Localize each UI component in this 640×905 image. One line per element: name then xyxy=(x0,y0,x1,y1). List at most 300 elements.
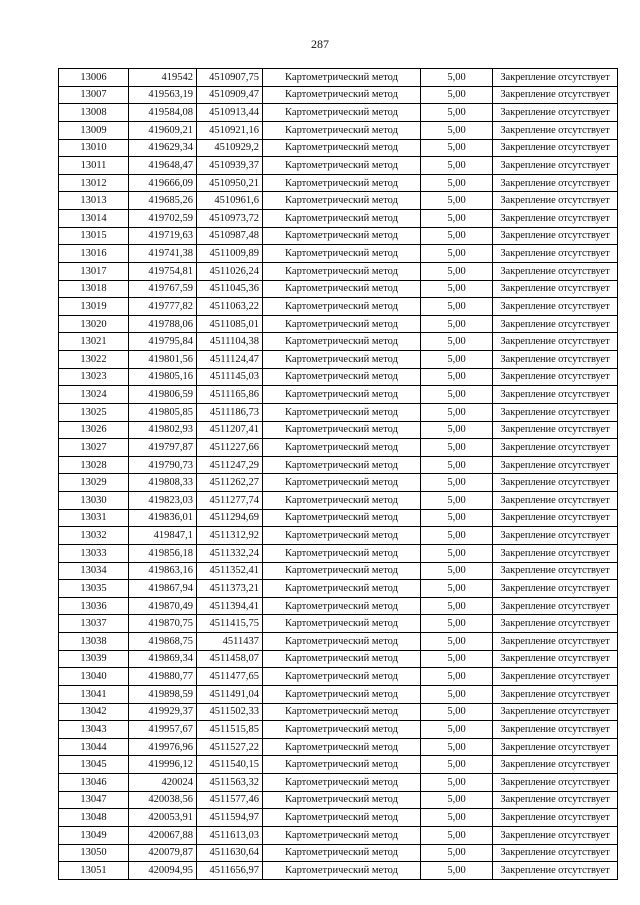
fixing-cell: Закрепление отсутствует xyxy=(493,844,618,862)
table-row xyxy=(59,315,618,333)
fixing-cell: Закрепление отсутствует xyxy=(493,544,618,562)
table-row xyxy=(59,527,618,545)
accuracy-cell: 5,00 xyxy=(421,703,493,721)
fixing-cell: Закрепление отсутствует xyxy=(493,615,618,633)
x-coordinate-cell: 419685,26 xyxy=(129,192,197,210)
y-coordinate-cell: 4510907,75 xyxy=(197,69,263,87)
x-coordinate-cell: 419976,96 xyxy=(129,738,197,756)
x-coordinate-cell: 420079,87 xyxy=(129,844,197,862)
method-cell: Картометрический метод xyxy=(263,562,421,580)
fixing-cell: Закрепление отсутствует xyxy=(493,703,618,721)
accuracy-cell: 5,00 xyxy=(421,791,493,809)
y-coordinate-cell: 4510909,47 xyxy=(197,86,263,104)
point-number-cell: 13042 xyxy=(59,703,129,721)
method-cell: Картометрический метод xyxy=(263,368,421,386)
accuracy-cell: 5,00 xyxy=(421,721,493,739)
y-coordinate-cell: 4511294,69 xyxy=(197,509,263,527)
x-coordinate-cell: 419870,75 xyxy=(129,615,197,633)
y-coordinate-cell: 4511540,15 xyxy=(197,756,263,774)
x-coordinate-cell: 419719,63 xyxy=(129,227,197,245)
x-coordinate-cell: 419869,34 xyxy=(129,650,197,668)
x-coordinate-cell: 419856,18 xyxy=(129,544,197,562)
point-number-cell: 13010 xyxy=(59,139,129,157)
y-coordinate-cell: 4511373,21 xyxy=(197,580,263,598)
method-cell: Картометрический метод xyxy=(263,192,421,210)
y-coordinate-cell: 4511477,65 xyxy=(197,668,263,686)
table-row xyxy=(59,862,618,880)
x-coordinate-cell: 419563,19 xyxy=(129,86,197,104)
y-coordinate-cell: 4510929,2 xyxy=(197,139,263,157)
table-row xyxy=(59,738,618,756)
y-coordinate-cell: 4511124,47 xyxy=(197,351,263,369)
accuracy-cell: 5,00 xyxy=(421,685,493,703)
point-number-cell: 13020 xyxy=(59,315,129,333)
y-coordinate-cell: 4511656,97 xyxy=(197,862,263,880)
table-row xyxy=(59,509,618,527)
table-row xyxy=(59,262,618,280)
fixing-cell: Закрепление отсутствует xyxy=(493,597,618,615)
method-cell: Картометрический метод xyxy=(263,527,421,545)
table-row xyxy=(59,826,618,844)
method-cell: Картометрический метод xyxy=(263,826,421,844)
point-number-cell: 13009 xyxy=(59,121,129,139)
table-row xyxy=(59,174,618,192)
accuracy-cell: 5,00 xyxy=(421,738,493,756)
x-coordinate-cell: 419666,09 xyxy=(129,174,197,192)
x-coordinate-cell: 419806,59 xyxy=(129,386,197,404)
table-row xyxy=(59,192,618,210)
accuracy-cell: 5,00 xyxy=(421,862,493,880)
x-coordinate-cell: 419788,06 xyxy=(129,315,197,333)
point-number-cell: 13014 xyxy=(59,210,129,228)
table-row xyxy=(59,104,618,122)
method-cell: Картометрический метод xyxy=(263,738,421,756)
table-row xyxy=(59,245,618,263)
x-coordinate-cell: 420067,88 xyxy=(129,826,197,844)
table-row xyxy=(59,439,618,457)
fixing-cell: Закрепление отсутствует xyxy=(493,368,618,386)
accuracy-cell: 5,00 xyxy=(421,139,493,157)
fixing-cell: Закрепление отсутствует xyxy=(493,862,618,880)
table-row xyxy=(59,368,618,386)
accuracy-cell: 5,00 xyxy=(421,403,493,421)
point-number-cell: 13022 xyxy=(59,351,129,369)
fixing-cell: Закрепление отсутствует xyxy=(493,174,618,192)
method-cell: Картометрический метод xyxy=(263,386,421,404)
method-cell: Картометрический метод xyxy=(263,298,421,316)
method-cell: Картометрический метод xyxy=(263,439,421,457)
x-coordinate-cell: 420094,95 xyxy=(129,862,197,880)
table-row xyxy=(59,562,618,580)
method-cell: Картометрический метод xyxy=(263,615,421,633)
point-number-cell: 13011 xyxy=(59,157,129,175)
table-row xyxy=(59,844,618,862)
accuracy-cell: 5,00 xyxy=(421,456,493,474)
method-cell: Картометрический метод xyxy=(263,474,421,492)
x-coordinate-cell: 420053,91 xyxy=(129,809,197,827)
table-row xyxy=(59,774,618,792)
fixing-cell: Закрепление отсутствует xyxy=(493,509,618,527)
fixing-cell: Закрепление отсутствует xyxy=(493,121,618,139)
y-coordinate-cell: 4511186,73 xyxy=(197,403,263,421)
method-cell: Картометрический метод xyxy=(263,210,421,228)
x-coordinate-cell: 419777,82 xyxy=(129,298,197,316)
method-cell: Картометрический метод xyxy=(263,633,421,651)
accuracy-cell: 5,00 xyxy=(421,439,493,457)
accuracy-cell: 5,00 xyxy=(421,386,493,404)
point-number-cell: 13050 xyxy=(59,844,129,862)
fixing-cell: Закрепление отсутствует xyxy=(493,756,618,774)
fixing-cell: Закрепление отсутствует xyxy=(493,139,618,157)
table-row xyxy=(59,86,618,104)
point-number-cell: 13029 xyxy=(59,474,129,492)
accuracy-cell: 5,00 xyxy=(421,104,493,122)
fixing-cell: Закрепление отсутствует xyxy=(493,298,618,316)
point-number-cell: 13051 xyxy=(59,862,129,880)
table-row xyxy=(59,721,618,739)
fixing-cell: Закрепление отсутствует xyxy=(493,333,618,351)
y-coordinate-cell: 4511262,27 xyxy=(197,474,263,492)
point-number-cell: 13034 xyxy=(59,562,129,580)
table-row xyxy=(59,668,618,686)
accuracy-cell: 5,00 xyxy=(421,756,493,774)
point-number-cell: 13038 xyxy=(59,633,129,651)
y-coordinate-cell: 4511630,64 xyxy=(197,844,263,862)
accuracy-cell: 5,00 xyxy=(421,210,493,228)
method-cell: Картометрический метод xyxy=(263,492,421,510)
method-cell: Картометрический метод xyxy=(263,104,421,122)
point-number-cell: 13028 xyxy=(59,456,129,474)
point-number-cell: 13041 xyxy=(59,685,129,703)
fixing-cell: Закрепление отсутствует xyxy=(493,439,618,457)
accuracy-cell: 5,00 xyxy=(421,615,493,633)
accuracy-cell: 5,00 xyxy=(421,562,493,580)
y-coordinate-cell: 4511085,01 xyxy=(197,315,263,333)
y-coordinate-cell: 4511563,32 xyxy=(197,774,263,792)
accuracy-cell: 5,00 xyxy=(421,86,493,104)
table-row xyxy=(59,685,618,703)
x-coordinate-cell: 419795,84 xyxy=(129,333,197,351)
x-coordinate-cell: 419870,49 xyxy=(129,597,197,615)
table-row xyxy=(59,403,618,421)
method-cell: Картометрический метод xyxy=(263,668,421,686)
x-coordinate-cell: 419957,67 xyxy=(129,721,197,739)
y-coordinate-cell: 4511009,89 xyxy=(197,245,263,263)
accuracy-cell: 5,00 xyxy=(421,69,493,87)
y-coordinate-cell: 4510987,48 xyxy=(197,227,263,245)
accuracy-cell: 5,00 xyxy=(421,368,493,386)
y-coordinate-cell: 4511104,38 xyxy=(197,333,263,351)
y-coordinate-cell: 4511613,03 xyxy=(197,826,263,844)
x-coordinate-cell: 419847,1 xyxy=(129,527,197,545)
y-coordinate-cell: 4511352,41 xyxy=(197,562,263,580)
table-row xyxy=(59,333,618,351)
method-cell: Картометрический метод xyxy=(263,756,421,774)
fixing-cell: Закрепление отсутствует xyxy=(493,685,618,703)
point-number-cell: 13030 xyxy=(59,492,129,510)
method-cell: Картометрический метод xyxy=(263,86,421,104)
accuracy-cell: 5,00 xyxy=(421,245,493,263)
fixing-cell: Закрепление отсутствует xyxy=(493,580,618,598)
fixing-cell: Закрепление отсутствует xyxy=(493,791,618,809)
point-number-cell: 13048 xyxy=(59,809,129,827)
x-coordinate-cell: 419702,59 xyxy=(129,210,197,228)
table-row xyxy=(59,139,618,157)
point-number-cell: 13046 xyxy=(59,774,129,792)
x-coordinate-cell: 419790,73 xyxy=(129,456,197,474)
method-cell: Картометрический метод xyxy=(263,597,421,615)
point-number-cell: 13040 xyxy=(59,668,129,686)
accuracy-cell: 5,00 xyxy=(421,650,493,668)
accuracy-cell: 5,00 xyxy=(421,157,493,175)
accuracy-cell: 5,00 xyxy=(421,492,493,510)
table-row xyxy=(59,492,618,510)
method-cell: Картометрический метод xyxy=(263,351,421,369)
table-row xyxy=(59,351,618,369)
point-number-cell: 13016 xyxy=(59,245,129,263)
x-coordinate-cell: 419863,16 xyxy=(129,562,197,580)
method-cell: Картометрический метод xyxy=(263,862,421,880)
accuracy-cell: 5,00 xyxy=(421,227,493,245)
method-cell: Картометрический метод xyxy=(263,580,421,598)
method-cell: Картометрический метод xyxy=(263,157,421,175)
point-number-cell: 13021 xyxy=(59,333,129,351)
accuracy-cell: 5,00 xyxy=(421,580,493,598)
accuracy-cell: 5,00 xyxy=(421,474,493,492)
method-cell: Картометрический метод xyxy=(263,69,421,87)
fixing-cell: Закрепление отсутствует xyxy=(493,633,618,651)
accuracy-cell: 5,00 xyxy=(421,333,493,351)
x-coordinate-cell: 419801,56 xyxy=(129,351,197,369)
point-number-cell: 13018 xyxy=(59,280,129,298)
table-row xyxy=(59,298,618,316)
fixing-cell: Закрепление отсутствует xyxy=(493,668,618,686)
method-cell: Картометрический метод xyxy=(263,227,421,245)
accuracy-cell: 5,00 xyxy=(421,668,493,686)
point-number-cell: 13037 xyxy=(59,615,129,633)
y-coordinate-cell: 4511415,75 xyxy=(197,615,263,633)
table-row xyxy=(59,421,618,439)
y-coordinate-cell: 4511491,04 xyxy=(197,685,263,703)
fixing-cell: Закрепление отсутствует xyxy=(493,721,618,739)
method-cell: Картометрический метод xyxy=(263,315,421,333)
accuracy-cell: 5,00 xyxy=(421,544,493,562)
x-coordinate-cell: 420038,56 xyxy=(129,791,197,809)
point-number-cell: 13019 xyxy=(59,298,129,316)
page-number: 287 xyxy=(311,37,329,51)
y-coordinate-cell: 4511502,33 xyxy=(197,703,263,721)
accuracy-cell: 5,00 xyxy=(421,633,493,651)
point-number-cell: 13013 xyxy=(59,192,129,210)
method-cell: Картометрический метод xyxy=(263,262,421,280)
x-coordinate-cell: 419867,94 xyxy=(129,580,197,598)
x-coordinate-cell: 419805,16 xyxy=(129,368,197,386)
x-coordinate-cell: 420024 xyxy=(129,774,197,792)
fixing-cell: Закрепление отсутствует xyxy=(493,421,618,439)
y-coordinate-cell: 4510939,37 xyxy=(197,157,263,175)
table-row xyxy=(59,544,618,562)
y-coordinate-cell: 4511437 xyxy=(197,633,263,651)
method-cell: Картометрический метод xyxy=(263,121,421,139)
accuracy-cell: 5,00 xyxy=(421,527,493,545)
table-row xyxy=(59,227,618,245)
table-row xyxy=(59,650,618,668)
fixing-cell: Закрепление отсутствует xyxy=(493,315,618,333)
table-row xyxy=(59,280,618,298)
fixing-cell: Закрепление отсутствует xyxy=(493,69,618,87)
point-number-cell: 13031 xyxy=(59,509,129,527)
table-row xyxy=(59,69,618,87)
table-row xyxy=(59,386,618,404)
y-coordinate-cell: 4511594,97 xyxy=(197,809,263,827)
coordinates-table-body xyxy=(59,69,618,880)
x-coordinate-cell: 419584,08 xyxy=(129,104,197,122)
x-coordinate-cell: 419767,59 xyxy=(129,280,197,298)
accuracy-cell: 5,00 xyxy=(421,298,493,316)
fixing-cell: Закрепление отсутствует xyxy=(493,562,618,580)
point-number-cell: 13023 xyxy=(59,368,129,386)
accuracy-cell: 5,00 xyxy=(421,121,493,139)
table-row xyxy=(59,633,618,651)
accuracy-cell: 5,00 xyxy=(421,421,493,439)
table-row xyxy=(59,474,618,492)
table-row xyxy=(59,703,618,721)
accuracy-cell: 5,00 xyxy=(421,351,493,369)
table-row xyxy=(59,597,618,615)
point-number-cell: 13026 xyxy=(59,421,129,439)
fixing-cell: Закрепление отсутствует xyxy=(493,280,618,298)
method-cell: Картометрический метод xyxy=(263,245,421,263)
accuracy-cell: 5,00 xyxy=(421,280,493,298)
fixing-cell: Закрепление отсутствует xyxy=(493,262,618,280)
method-cell: Картометрический метод xyxy=(263,703,421,721)
fixing-cell: Закрепление отсутствует xyxy=(493,351,618,369)
y-coordinate-cell: 4511045,36 xyxy=(197,280,263,298)
method-cell: Картометрический метод xyxy=(263,721,421,739)
point-number-cell: 13012 xyxy=(59,174,129,192)
y-coordinate-cell: 4511026,24 xyxy=(197,262,263,280)
point-number-cell: 13043 xyxy=(59,721,129,739)
point-number-cell: 13036 xyxy=(59,597,129,615)
table-row xyxy=(59,580,618,598)
y-coordinate-cell: 4510973,72 xyxy=(197,210,263,228)
point-number-cell: 13017 xyxy=(59,262,129,280)
point-number-cell: 13047 xyxy=(59,791,129,809)
x-coordinate-cell: 419797,87 xyxy=(129,439,197,457)
point-number-cell: 13045 xyxy=(59,756,129,774)
table-row xyxy=(59,791,618,809)
fixing-cell: Закрепление отсутствует xyxy=(493,774,618,792)
x-coordinate-cell: 419868,75 xyxy=(129,633,197,651)
y-coordinate-cell: 4510913,44 xyxy=(197,104,263,122)
table-row xyxy=(59,756,618,774)
y-coordinate-cell: 4511527,22 xyxy=(197,738,263,756)
fixing-cell: Закрепление отсутствует xyxy=(493,157,618,175)
coordinates-table xyxy=(58,68,618,880)
fixing-cell: Закрепление отсутствует xyxy=(493,403,618,421)
fixing-cell: Закрепление отсутствует xyxy=(493,104,618,122)
point-number-cell: 13024 xyxy=(59,386,129,404)
accuracy-cell: 5,00 xyxy=(421,826,493,844)
x-coordinate-cell: 419823,03 xyxy=(129,492,197,510)
point-number-cell: 13039 xyxy=(59,650,129,668)
y-coordinate-cell: 4511394,41 xyxy=(197,597,263,615)
x-coordinate-cell: 419648,47 xyxy=(129,157,197,175)
method-cell: Картометрический метод xyxy=(263,333,421,351)
point-number-cell: 13049 xyxy=(59,826,129,844)
y-coordinate-cell: 4511247,29 xyxy=(197,456,263,474)
accuracy-cell: 5,00 xyxy=(421,192,493,210)
method-cell: Картометрический метод xyxy=(263,544,421,562)
fixing-cell: Закрепление отсутствует xyxy=(493,492,618,510)
method-cell: Картометрический метод xyxy=(263,421,421,439)
x-coordinate-cell: 419996,12 xyxy=(129,756,197,774)
table-row xyxy=(59,210,618,228)
y-coordinate-cell: 4511312,92 xyxy=(197,527,263,545)
y-coordinate-cell: 4511165,86 xyxy=(197,386,263,404)
y-coordinate-cell: 4511515,85 xyxy=(197,721,263,739)
point-number-cell: 13027 xyxy=(59,439,129,457)
table-row xyxy=(59,157,618,175)
accuracy-cell: 5,00 xyxy=(421,809,493,827)
x-coordinate-cell: 419836,01 xyxy=(129,509,197,527)
accuracy-cell: 5,00 xyxy=(421,509,493,527)
fixing-cell: Закрепление отсутствует xyxy=(493,738,618,756)
y-coordinate-cell: 4511458,07 xyxy=(197,650,263,668)
y-coordinate-cell: 4511145,03 xyxy=(197,368,263,386)
x-coordinate-cell: 419898,59 xyxy=(129,685,197,703)
point-number-cell: 13035 xyxy=(59,580,129,598)
point-number-cell: 13025 xyxy=(59,403,129,421)
method-cell: Картометрический метод xyxy=(263,685,421,703)
point-number-cell: 13033 xyxy=(59,544,129,562)
method-cell: Картометрический метод xyxy=(263,509,421,527)
point-number-cell: 13007 xyxy=(59,86,129,104)
x-coordinate-cell: 419629,34 xyxy=(129,139,197,157)
y-coordinate-cell: 4511277,74 xyxy=(197,492,263,510)
method-cell: Картометрический метод xyxy=(263,844,421,862)
method-cell: Картометрический метод xyxy=(263,280,421,298)
x-coordinate-cell: 419880,77 xyxy=(129,668,197,686)
fixing-cell: Закрепление отсутствует xyxy=(493,210,618,228)
method-cell: Картометрический метод xyxy=(263,650,421,668)
y-coordinate-cell: 4511577,46 xyxy=(197,791,263,809)
accuracy-cell: 5,00 xyxy=(421,597,493,615)
accuracy-cell: 5,00 xyxy=(421,174,493,192)
fixing-cell: Закрепление отсутствует xyxy=(493,386,618,404)
table-row xyxy=(59,809,618,827)
fixing-cell: Закрепление отсутствует xyxy=(493,245,618,263)
table-row xyxy=(59,121,618,139)
accuracy-cell: 5,00 xyxy=(421,774,493,792)
y-coordinate-cell: 4510961,6 xyxy=(197,192,263,210)
y-coordinate-cell: 4511063,22 xyxy=(197,298,263,316)
method-cell: Картометрический метод xyxy=(263,791,421,809)
fixing-cell: Закрепление отсутствует xyxy=(493,86,618,104)
fixing-cell: Закрепление отсутствует xyxy=(493,527,618,545)
x-coordinate-cell: 419754,81 xyxy=(129,262,197,280)
method-cell: Картометрический метод xyxy=(263,403,421,421)
x-coordinate-cell: 419802,93 xyxy=(129,421,197,439)
fixing-cell: Закрепление отсутствует xyxy=(493,826,618,844)
fixing-cell: Закрепление отсутствует xyxy=(493,809,618,827)
fixing-cell: Закрепление отсутствует xyxy=(493,192,618,210)
point-number-cell: 13015 xyxy=(59,227,129,245)
table-row xyxy=(59,615,618,633)
method-cell: Картометрический метод xyxy=(263,774,421,792)
method-cell: Картометрический метод xyxy=(263,456,421,474)
method-cell: Картометрический метод xyxy=(263,174,421,192)
